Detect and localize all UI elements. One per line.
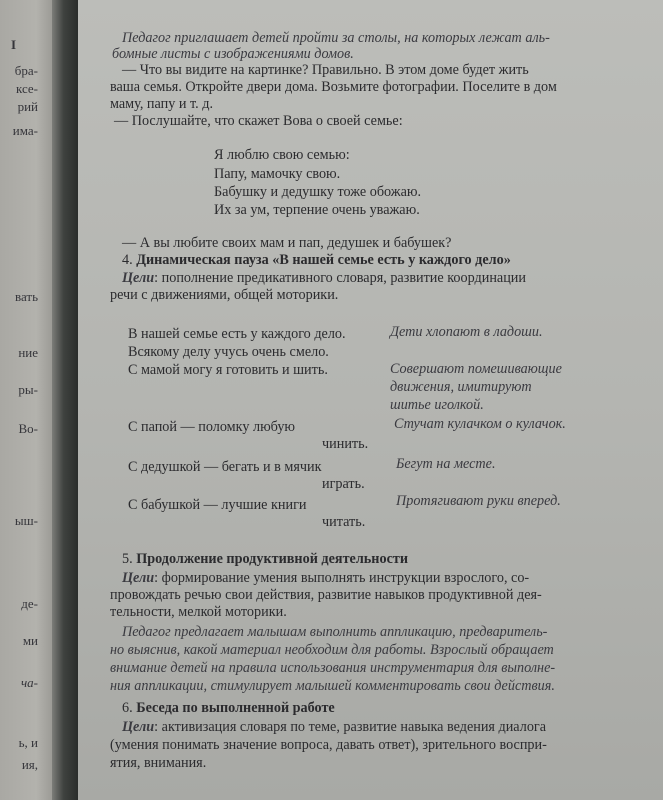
rhyme-line: С бабушкой — лучшие книги [128,497,307,513]
poem-line: Я люблю свою семью: [214,147,350,163]
book-page [78,0,663,800]
goals-text: речи с движениями, общей моторики. [110,287,339,303]
intro-line: — Что вы видите на картинке? Правильно. В этом доме будет жить [122,62,529,78]
section-5-note: внимание детей на правила использования инструментария для выполне- [110,660,556,676]
margin-fragment: де- [21,596,38,611]
rhyme-action: шитье иголкой. [390,397,484,413]
poem-line: Их за ум, терпение очень уважаю. [214,202,420,218]
question-line: — А вы любите своих мам и пап, дедушек и бабушек? [122,235,452,251]
section-4-heading [122,252,511,269]
left-page-margin [0,0,52,800]
goals-text: : активизация словаря по теме, развитие навыка ведения диалога [154,719,547,735]
section-number: 5. [122,551,133,567]
rhyme-line: С мамой могу я готовить и шить. [128,362,328,378]
rhyme-action: движения, имитируют [390,379,532,395]
section-title: Беседа по выполненной работе [136,700,335,716]
margin-fragment: вать [14,289,38,304]
rhyme-action: Протягивают руки вперед. [396,493,561,509]
poem-line: Бабушку и дедушку тоже обожаю. [214,184,422,200]
rhyme-action: Совершают помешивающие [390,361,562,377]
margin-fragment: ь, и [18,735,38,750]
rhyme-line: чинить. [322,436,369,452]
section-number: 6. [122,700,133,716]
margin-fragment: бра- [14,63,38,78]
rhyme-action: Дети хлопают в ладоши. [390,324,543,340]
goals-text: провождать речью свои действия, развитие навыков продуктивной дея- [110,587,542,603]
intro-line: бомные листы с изображениями домов. [112,46,354,62]
goals-text: : формирование умения выполнять инструкции взрослого, со- [154,570,530,586]
section-4-goals [122,270,526,287]
section-title: Динамическая пауза «В нашей семье есть у каждого дело» [136,252,511,268]
section-6-goals [122,719,546,736]
section-5-note: Педагог предлагает малышам выполнить аппликацию, предваритель- [122,624,548,640]
margin-fragment: ксе- [15,81,38,96]
section-title: Продолжение продуктивной деятельности [136,551,409,567]
intro-line: Педагог приглашает детей пройти за столы, на которых лежат аль- [122,30,550,46]
intro-line: маму, папу и т. д. [110,96,213,112]
rhyme-line: читать. [322,514,366,530]
book-spine [52,0,78,800]
rhyme-line: Всякому делу учусь очень смело. [128,344,329,360]
poem-line: Папу, мамочку свою. [214,166,341,182]
margin-fragment: I [10,37,16,52]
margin-fragment: ми [22,633,38,648]
margin-fragment: ыш- [14,513,38,528]
rhyme-line: С дедушкой — бегать и в мячик [128,459,322,475]
intro-line: — Послушайте, что скажет Вова о своей семье: [114,113,403,129]
section-5-heading [122,551,408,568]
rhyme-line: В нашей семье есть у каждого дело. [128,326,346,342]
section-5-note: но выяснив, какой материал необходим для работы. Взрослый обращает [110,642,554,658]
goals-text: (умения понимать значение вопроса, давать ответ), зрительного воспри- [110,737,547,753]
margin-fragment: има- [12,123,38,138]
goals-text: : пополнение предикативного словаря, развитие координации [154,270,526,286]
rhyme-line: С папой — поломку любую [128,419,296,435]
margin-fragment: ия, [21,757,38,772]
rhyme-action: Бегут на месте. [396,456,496,472]
section-6-heading [122,700,335,717]
section-5-note: ния аппликации, стимулирует малышей комментировать свои действия. [110,678,555,694]
goals-label: Цели [122,570,155,586]
margin-fragment: ние [18,345,38,360]
rhyme-line: играть. [322,476,365,492]
goals-text: ятия, внимания. [110,755,207,771]
intro-line: ваша семья. Откройте двери дома. Возьмите фотографии. Поселите в дом [110,79,557,95]
goals-label: Цели [122,270,155,286]
rhyme-action: Стучат кулачком о кулачок. [394,416,566,432]
margin-fragment: Во- [18,421,38,436]
goals-text: тельности, мелкой моторики. [110,604,287,620]
section-5-goals [122,570,529,587]
margin-fragment: ча- [20,675,38,690]
goals-label: Цели [122,719,155,735]
margin-fragment: рий [17,99,38,114]
margin-fragment: ры- [18,382,38,397]
section-number: 4. [122,252,133,268]
